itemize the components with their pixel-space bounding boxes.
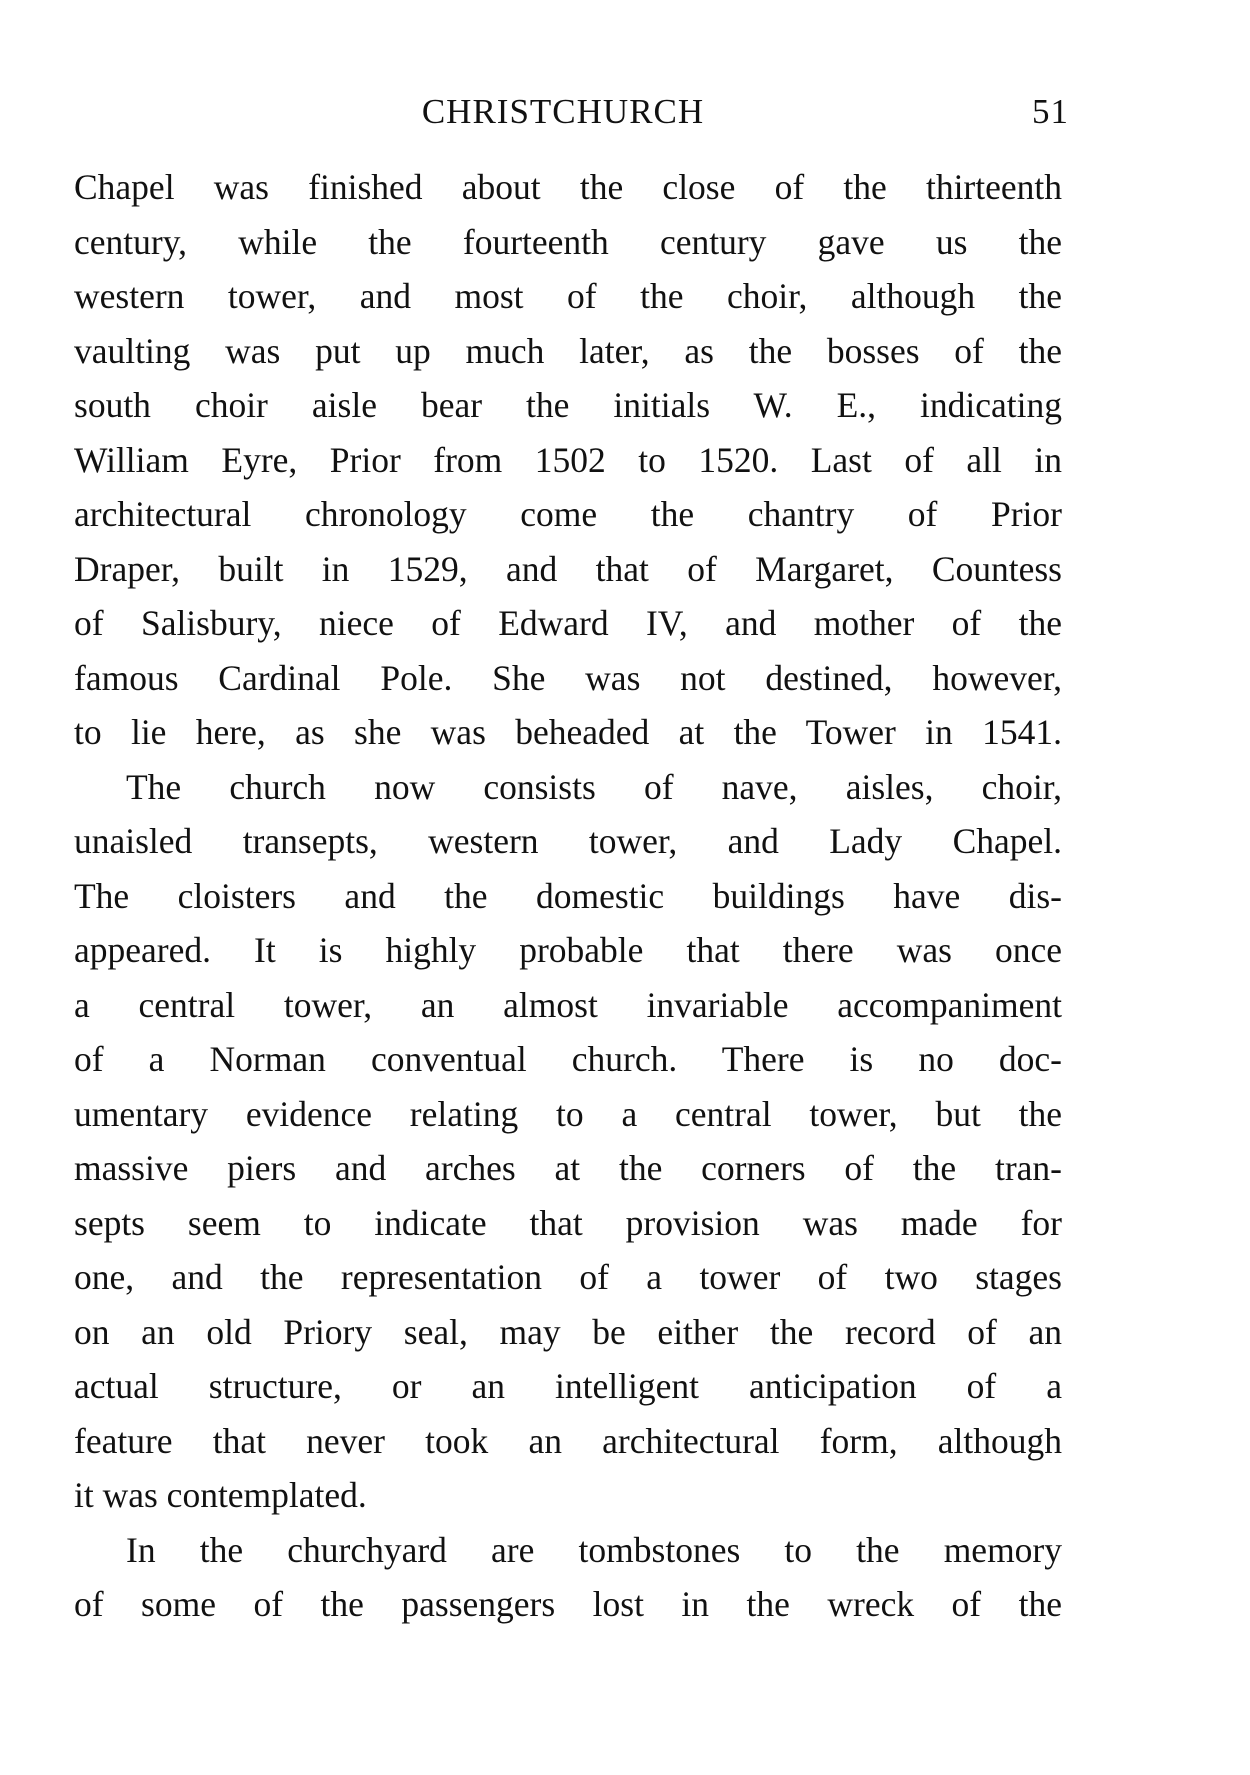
text-line: massive piers and arches at the corners of the tran-	[74, 1148, 1062, 1188]
text-line: In the churchyard are tombstones to the memory	[126, 1529, 1062, 1570]
body-text	[74, 160, 1062, 1632]
text-line: umentary evidence relating to a central tower, but the	[74, 1093, 1062, 1134]
text-line: of a Norman conventual church. There is no doc-	[74, 1039, 1062, 1079]
page-number: 51	[1032, 92, 1069, 131]
text-line: to lie here, as she was beheaded at the Tower in 1541.	[74, 712, 1062, 752]
text-line: actual structure, or an intelligent anticipation of a	[74, 1366, 1062, 1406]
text-line: on an old Priory seal, may be either the record of an	[74, 1311, 1062, 1352]
text-line: it was contemplated.	[74, 1475, 367, 1515]
running-title: CHRISTCHURCH	[421, 92, 705, 131]
text-line: feature that never took an architectural form, although	[74, 1420, 1062, 1461]
text-line: century, while the fourteenth century gave us the	[74, 221, 1062, 262]
text-line: William Eyre, Prior from 1502 to 1520. Last of all in	[74, 439, 1062, 480]
text-line: Draper, built in 1529, and that of Margaret, Countess	[74, 548, 1062, 589]
text-line: one, and the representation of a tower of two stages	[74, 1257, 1062, 1297]
text-line: of some of the passengers lost in the wreck of the	[74, 1584, 1062, 1624]
text-line: of Salisbury, niece of Edward IV, and mother of the	[74, 603, 1062, 643]
text-line: The church now consists of nave, aisles, choir,	[126, 766, 1062, 807]
text-line: architectural chronology come the chantry of Prior	[74, 494, 1062, 534]
text-line: western tower, and most of the choir, although the	[74, 276, 1062, 316]
text-line: south choir aisle bear the initials W. E., indicating	[74, 385, 1062, 425]
text-line: The cloisters and the domestic buildings have dis-	[74, 875, 1062, 916]
text-line: Chapel was finished about the close of the thirteenth	[74, 167, 1062, 207]
text-line: famous Cardinal Pole. She was not destined, however,	[74, 657, 1062, 698]
text-line: unaisled transepts, western tower, and Lady Chapel.	[74, 821, 1062, 861]
text-line: a central tower, an almost invariable accompaniment	[74, 984, 1062, 1025]
text-line: vaulting was put up much later, as the bosses of the	[74, 330, 1062, 371]
text-line: appeared. It is highly probable that there was once	[74, 930, 1062, 970]
text-line: septs seem to indicate that provision was made for	[74, 1202, 1062, 1243]
